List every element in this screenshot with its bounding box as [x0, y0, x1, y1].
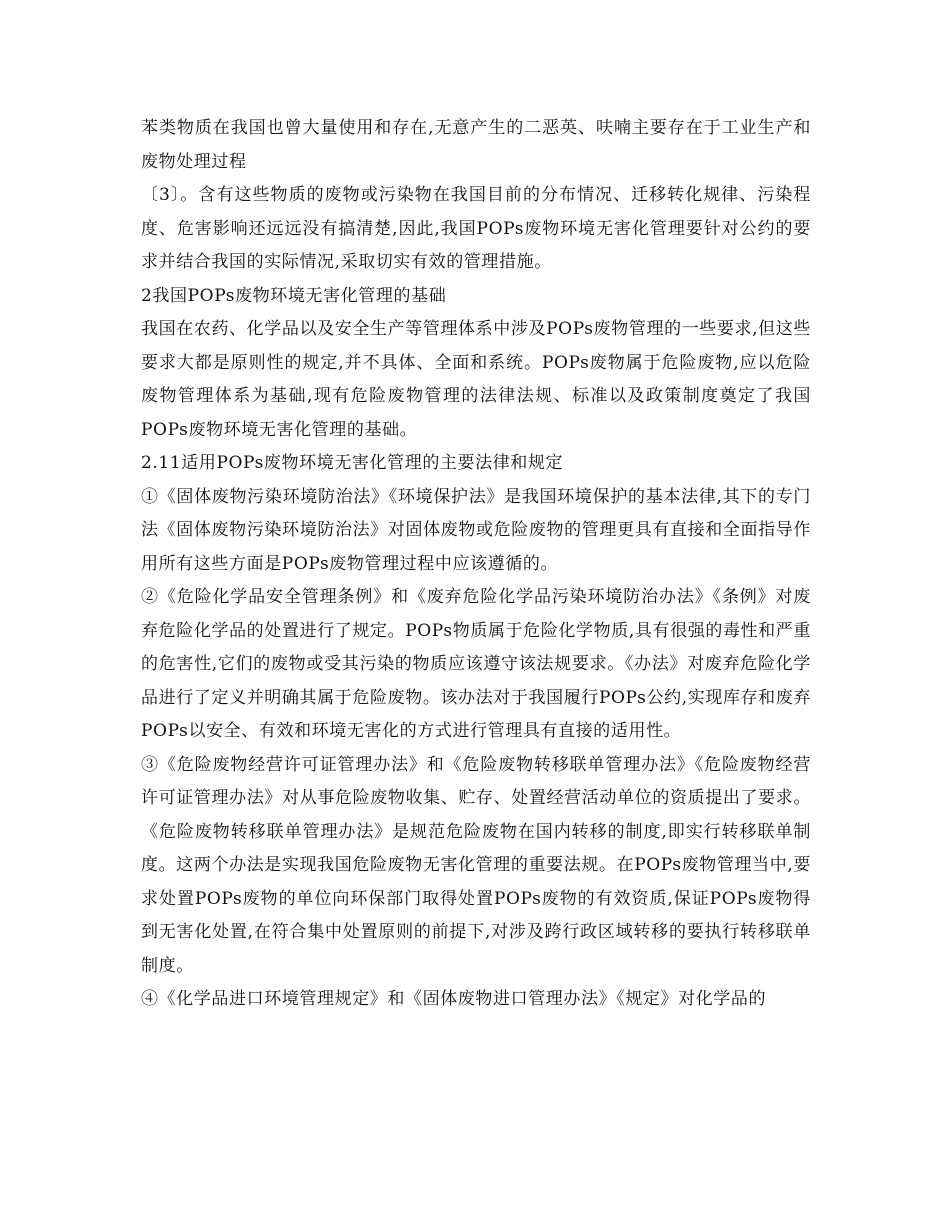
- list-item-3: ③《危险废物经营许可证管理办法》和《危险废物转移联单管理办法》《危险废物经营许可证管理办法》对从事危险废物收集、贮存、处置经营活动单位的资质提出了要求。《危险废物转移联单管理办法》是规范危险废物在国内转移的制度,即实行转移联单制度。这两个办法是实现我国危险废物无害化管理的重要法规。在POPs废物管理当中,要求处置POPs废物的单位向环保部门取得处置POPs废物的有效资质,保证POPs废物得到无害化处置,在符合集中处置原则的前提下,对涉及跨行政区域转移的要执行转移联单制度。: [141, 754, 811, 976]
- section-heading-2: 2我国POPs废物环境无害化管理的基础: [141, 285, 447, 306]
- list-item-1: ①《固体废物污染环境防治法》《环境保护法》是我国环境保护的基本法律,其下的专门法《固体废物污染环境防治法》对固体废物或危险废物的管理更具有直接和全面指导作用所有这些方面是POPs废物管理过程中应该遵循的。: [141, 486, 811, 574]
- list-item-4: ④《化学品进口环境管理规定》和《固体废物进口管理办法》《规定》对化学品的: [141, 989, 767, 1009]
- paragraph-section-2-body: 我国在农药、化学品以及安全生产等管理体系中涉及POPs废物管理的一些要求,但这些要求大都是原则性的规定,并不具体、全面和系统。POPs废物属于危险废物,应以危险废物管理体系为基础,现有危险废物管理的法律法规、标准以及政策制度奠定了我国POPs废物环境无害化管理的基础。: [141, 319, 811, 440]
- section-heading-2-11: 2.11适用POPs废物环境无害化管理的主要法律和规定: [141, 453, 564, 473]
- list-item-2: ②《危险化学品安全管理条例》和《废弃危险化学品污染环境防治办法》《条例》对废弃危险化学品的处置进行了规定。POPs物质属于危险化学物质,具有很强的毒性和严重的危害性,它们的废物或受其污染的物质应该遵守该法规要求。《办法》对废弃危险化学品进行了定义并明确其属于危险废物。该办法对于我国履行POPs公约,实现库存和废弃POPs以安全、有效和环境无害化的方式进行管理具有直接的适用性。: [141, 587, 811, 741]
- document-body: [141, 112, 811, 1017]
- paragraph-intro-continuation: 苯类物质在我国也曾大量使用和存在,无意产生的二恶英、呋喃主要存在于工业生产和废物处理过程: [141, 118, 811, 172]
- paragraph-reference-3: 〔3〕。含有这些物质的废物或污染物在我国目前的分布情况、迁移转化规律、污染程度、危害影响还远远没有搞清楚,因此,我国POPs废物环境无害化管理要针对公约的要求并结合我国的实际情况,采取切实有效的管理措施。: [141, 185, 811, 272]
